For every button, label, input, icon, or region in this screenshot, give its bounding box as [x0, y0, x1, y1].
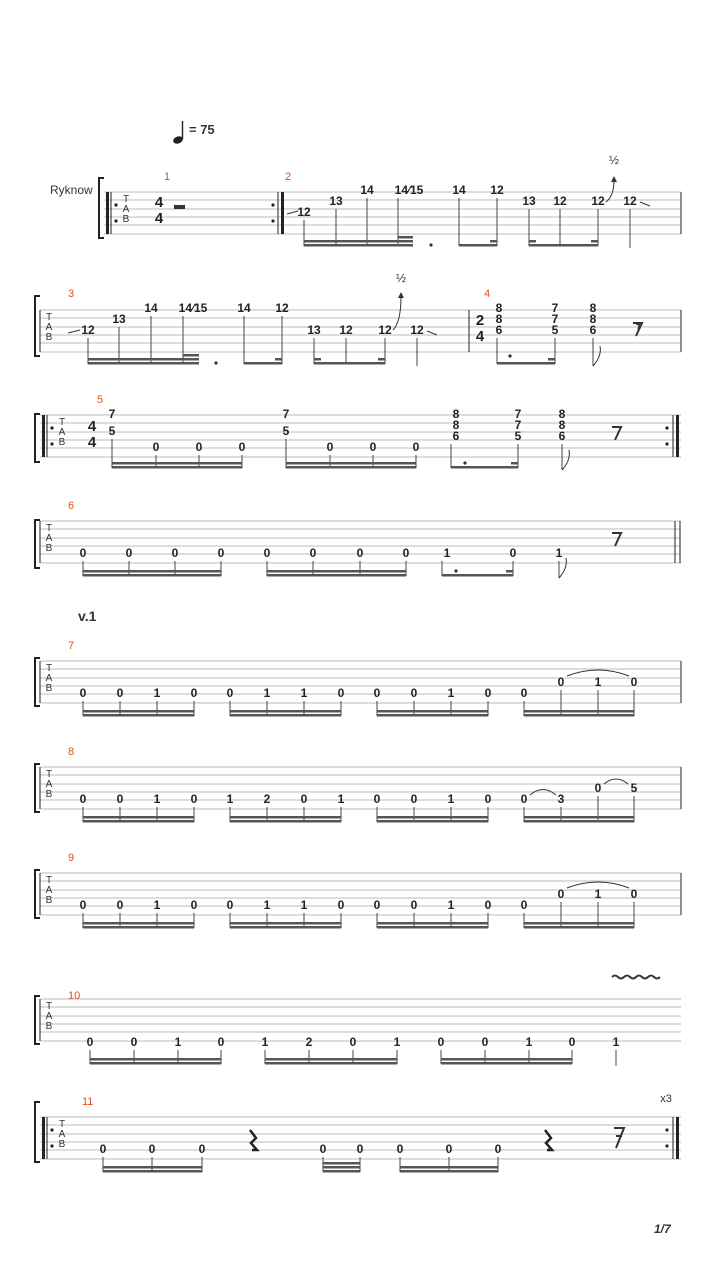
- eighth-rest-icon: [612, 533, 621, 546]
- tab-note: 3: [557, 792, 565, 806]
- tab-letter-t: T: [58, 1119, 66, 1130]
- time-sig-bottom: 4: [87, 434, 97, 451]
- tab-note: 1: [447, 792, 455, 806]
- time-sig-bottom: 4: [475, 328, 485, 345]
- tab-note: 5: [630, 781, 638, 795]
- sixteenth-rest-icon: [614, 1128, 624, 1148]
- tab-letter-a: A: [45, 533, 53, 544]
- tab-note: 0: [402, 546, 410, 560]
- tab-note: 0: [337, 898, 345, 912]
- tab-note: 0: [79, 686, 87, 700]
- tab-note: 0: [326, 440, 334, 454]
- system-8: [0, 742, 720, 832]
- tab-note: 0: [445, 1142, 453, 1156]
- tab-note: 1: [261, 1035, 269, 1049]
- tab-note: 1: [174, 1035, 182, 1049]
- tab-letter-a: A: [58, 1129, 66, 1140]
- tab-note: 0: [373, 898, 381, 912]
- tab-letter-t: T: [45, 663, 53, 674]
- tab-note: 1: [153, 792, 161, 806]
- tab-note: 1: [393, 1035, 401, 1049]
- tab-letter-t: T: [45, 312, 53, 323]
- tab-letter-t: T: [45, 1001, 53, 1012]
- tab-note: 1: [300, 686, 308, 700]
- tab-note: 5: [108, 424, 116, 438]
- system-1: [0, 150, 720, 270]
- tab-note: 14⁄15: [394, 183, 424, 197]
- track-name: Ryknow: [50, 183, 93, 197]
- tab-note: 1: [337, 792, 345, 806]
- tab-note: 6: [452, 429, 460, 443]
- tab-note: 1: [555, 546, 563, 560]
- tab-note: 0: [309, 546, 317, 560]
- tab-note: 0: [190, 898, 198, 912]
- system-7: [0, 636, 720, 726]
- tab-note: 1: [263, 686, 271, 700]
- tab-note: 8: [495, 301, 503, 315]
- measure-number: 11: [82, 1096, 94, 1108]
- tab-note: 14: [237, 301, 251, 315]
- tab-note: 0: [557, 675, 565, 689]
- tab-note: 0: [190, 792, 198, 806]
- tab-note: 0: [568, 1035, 576, 1049]
- tab-letter-b: B: [122, 214, 130, 225]
- tab-letter-t: T: [58, 417, 66, 428]
- tab-letter-a: A: [45, 673, 53, 684]
- tab-note: 14: [360, 183, 374, 197]
- tab-letter-b: B: [58, 1139, 66, 1150]
- system-4: [0, 496, 720, 596]
- tab-note: 7: [108, 407, 116, 421]
- tab-note: 1: [443, 546, 451, 560]
- tab-letter-a: A: [45, 779, 53, 790]
- tab-note: 0: [226, 898, 234, 912]
- tab-note: 2: [263, 792, 271, 806]
- tab-note: 0: [369, 440, 377, 454]
- tab-note: 0: [349, 1035, 357, 1049]
- measure-number: 4: [484, 288, 491, 300]
- tab-letter-b: B: [45, 332, 53, 343]
- measure-number: 2: [285, 171, 292, 183]
- tab-note: 0: [410, 686, 418, 700]
- tab-note: 1: [226, 792, 234, 806]
- eighth-rest-icon: [612, 427, 621, 440]
- tab-note: 12: [623, 194, 637, 208]
- tab-note: 8: [452, 407, 460, 421]
- tab-note: 6: [589, 323, 597, 337]
- tab-note: 0: [99, 1142, 107, 1156]
- tab-note: 13: [329, 194, 343, 208]
- tab-note: 6: [495, 323, 503, 337]
- tab-note: 0: [356, 546, 364, 560]
- tab-note: 12: [591, 194, 605, 208]
- tab-note: 0: [410, 898, 418, 912]
- tempo-text: = 75: [189, 122, 215, 137]
- tab-note: 0: [148, 1142, 156, 1156]
- tab-note: 5: [551, 323, 559, 337]
- tab-note: 0: [130, 1035, 138, 1049]
- tab-note: 0: [79, 792, 87, 806]
- tab-letter-a: A: [45, 1011, 53, 1022]
- tab-note: 0: [410, 792, 418, 806]
- tab-note: 1: [300, 898, 308, 912]
- tab-note: 0: [116, 792, 124, 806]
- time-sig-top: 2: [475, 312, 485, 329]
- tab-note: 8: [558, 407, 566, 421]
- tab-note: 12: [339, 323, 353, 337]
- tab-note: 0: [484, 898, 492, 912]
- tab-note: 5: [514, 429, 522, 443]
- tab-note: 13: [307, 323, 321, 337]
- measure-number: 9: [68, 852, 75, 864]
- system-9: [0, 848, 720, 938]
- tab-note: 7: [514, 418, 522, 432]
- tab-note: 7: [551, 312, 559, 326]
- measure-number: 3: [68, 288, 75, 300]
- tab-note: 0: [481, 1035, 489, 1049]
- tab-note: 0: [190, 686, 198, 700]
- tab-note: 0: [520, 686, 528, 700]
- tab-note: 0: [300, 792, 308, 806]
- tab-note: 8: [452, 418, 460, 432]
- tab-note: 0: [396, 1142, 404, 1156]
- tab-note: 0: [116, 686, 124, 700]
- eighth-rest-icon: 𝄾: [636, 316, 641, 336]
- tab-note: 0: [217, 1035, 225, 1049]
- tab-note: 1: [525, 1035, 533, 1049]
- measure-number: 5: [97, 394, 104, 406]
- measure-number: 8: [68, 746, 75, 758]
- vibrato-icon: [612, 976, 660, 979]
- system-2: [0, 270, 720, 380]
- tab-letter-t: T: [45, 523, 53, 534]
- tab-note: 8: [589, 301, 597, 315]
- tab-letter-a: A: [45, 322, 53, 333]
- tab-note: 0: [217, 546, 225, 560]
- tab-note: 1: [153, 686, 161, 700]
- tab-note: 13: [522, 194, 536, 208]
- measure-number: 7: [68, 640, 75, 652]
- bend-arrow-icon: [393, 296, 401, 330]
- tab-note: 0: [484, 686, 492, 700]
- tab-note: 7: [514, 407, 522, 421]
- tab-note: 0: [116, 898, 124, 912]
- tab-note: 8: [589, 312, 597, 326]
- tab-note: 5: [282, 424, 290, 438]
- tab-note: 12: [553, 194, 567, 208]
- tab-note: 1: [447, 686, 455, 700]
- time-sig-top: 4: [87, 418, 97, 435]
- tab-note: 12: [378, 323, 392, 337]
- tab-note: 7: [282, 407, 290, 421]
- tab-note: 0: [437, 1035, 445, 1049]
- tab-note: 7: [551, 301, 559, 315]
- measure-number: 10: [68, 990, 81, 1002]
- tab-letter-a: A: [58, 427, 66, 438]
- tab-note: 1: [153, 898, 161, 912]
- tab-letter-t: T: [45, 769, 53, 780]
- system-3: [0, 390, 720, 490]
- tab-note: 12: [410, 323, 424, 337]
- whole-rest-icon: [174, 205, 185, 209]
- tab-note: 1: [594, 675, 602, 689]
- tab-letter-t: T: [122, 194, 130, 205]
- tab-note: 0: [337, 686, 345, 700]
- tab-note: 0: [195, 440, 203, 454]
- tab-note: 0: [79, 546, 87, 560]
- tab-note: 0: [630, 887, 638, 901]
- tab-note: 0: [594, 781, 602, 795]
- tab-note: 12: [490, 183, 504, 197]
- tab-note: 12: [275, 301, 289, 315]
- bend-label: ½: [395, 271, 407, 285]
- time-sig-top: 4: [154, 194, 164, 211]
- measure-number: 1: [164, 171, 171, 183]
- tab-note: 1: [263, 898, 271, 912]
- tempo-marking: [170, 118, 240, 148]
- tab-note: 2: [305, 1035, 313, 1049]
- tab-note: 0: [238, 440, 246, 454]
- tab-note: 13: [112, 312, 126, 326]
- time-sig-bottom: 4: [154, 210, 164, 227]
- tab-note: 14⁄15: [178, 301, 208, 315]
- tab-note: 14: [144, 301, 158, 315]
- system-10: [0, 966, 720, 1076]
- tab-note: 0: [263, 546, 271, 560]
- tab-note: 0: [494, 1142, 502, 1156]
- tab-note: 12: [297, 205, 311, 219]
- section-label: v.1: [78, 608, 97, 624]
- tab-note: 0: [152, 440, 160, 454]
- tab-note: 0: [412, 440, 420, 454]
- tab-letter-t: T: [45, 875, 53, 886]
- tab-note: 0: [79, 898, 87, 912]
- tab-note: 0: [171, 546, 179, 560]
- tab-note: 0: [520, 792, 528, 806]
- tab-note: 0: [630, 675, 638, 689]
- tab-note: 0: [373, 792, 381, 806]
- bend-label: ½: [608, 153, 620, 167]
- tab-letter-b: B: [45, 895, 53, 906]
- page-number: 1/7: [654, 1222, 671, 1236]
- tab-note: 0: [86, 1035, 94, 1049]
- tab-note: 14: [452, 183, 466, 197]
- tab-note: 0: [509, 546, 517, 560]
- quarter-rest-icon: [250, 1130, 257, 1150]
- tab-note: 0: [198, 1142, 206, 1156]
- tab-note: 0: [557, 887, 565, 901]
- tab-note: 0: [125, 546, 133, 560]
- tab-note: 12: [81, 323, 95, 337]
- tab-note: 0: [373, 686, 381, 700]
- tab-letter-a: A: [45, 885, 53, 896]
- tab-note: 0: [520, 898, 528, 912]
- tab-letter-b: B: [58, 437, 66, 448]
- repeat-count: x3: [660, 1093, 672, 1105]
- bend-arrow-icon: [606, 180, 614, 202]
- system-11: [0, 1090, 720, 1180]
- tab-letter-b: B: [45, 1021, 53, 1032]
- quarter-rest-icon: [545, 1130, 552, 1150]
- tab-note: 1: [612, 1035, 620, 1049]
- tab-note: 0: [226, 686, 234, 700]
- tab-note: 0: [319, 1142, 327, 1156]
- tab-note: 1: [447, 898, 455, 912]
- tab-note: 0: [484, 792, 492, 806]
- tab-letter-b: B: [45, 789, 53, 800]
- tab-note: 8: [495, 312, 503, 326]
- slur-arc: [604, 779, 628, 784]
- measure-number: 6: [68, 500, 75, 512]
- tab-letter-a: A: [122, 204, 130, 215]
- tab-note: 8: [558, 418, 566, 432]
- tab-note: 1: [594, 887, 602, 901]
- tab-letter-b: B: [45, 543, 53, 554]
- tab-note: 0: [356, 1142, 364, 1156]
- tab-letter-b: B: [45, 683, 53, 694]
- tab-note: 6: [558, 429, 566, 443]
